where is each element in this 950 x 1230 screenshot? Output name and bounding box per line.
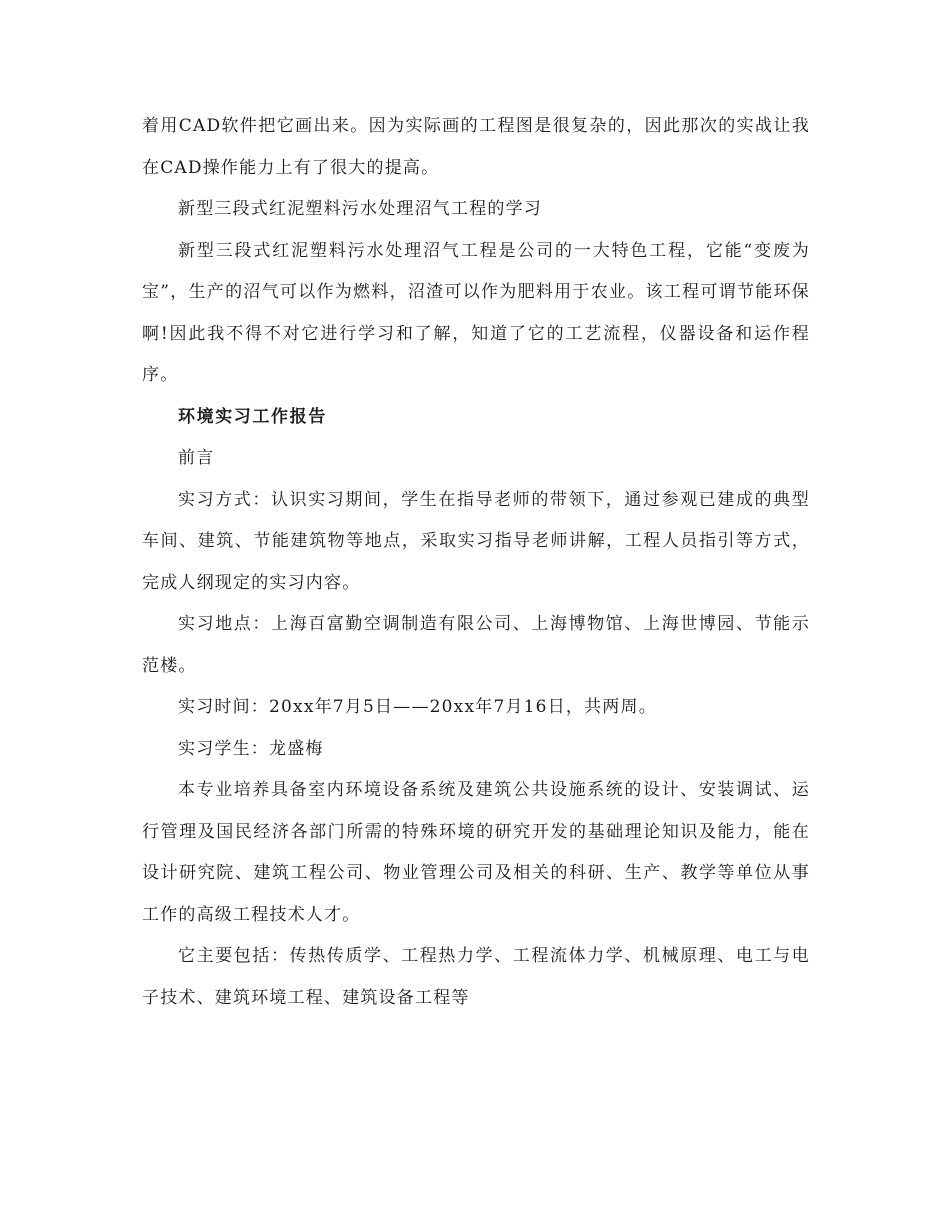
- paragraph-internship-student: 实习学生：龙盛梅: [178, 738, 324, 759]
- document-body: [142, 106, 810, 1019]
- section-title: 环境实习工作报告: [178, 406, 327, 427]
- subheading-preface: 前言: [178, 448, 215, 468]
- paragraph-biogas-description: 新型三段式红泥塑料污水处理沼气工程是公司的一大特色工程，它能“变废为宝”，生产的沼气可以作为燃料，沼渣可以作为肥料用于农业。该工程可谓节能环保啊!因此我不得不对它进行学习和了解，知道了它的工艺流程，仪器设备和运作程序。: [142, 240, 810, 385]
- subheading-biogas-project: 新型三段式红泥塑料污水处理沼气工程的学习: [178, 199, 542, 219]
- paragraph-internship-location: 实习地点：上海百富勤空调制造有限公司、上海博物馆、上海世博园、节能示范楼。: [142, 614, 810, 676]
- paragraph-internship-method: 实习方式：认识实习期间，学生在指导老师的带领下，通过参观已建成的典型车间、建筑、节能建筑物等地点，采取实习指导老师讲解，工程人员指引等方式，完成人纲现定的实习内容。: [142, 489, 810, 593]
- paragraph-major-description: 本专业培养具备室内环境设备系统及建筑公共设施系统的设计、安装调试、运行管理及国民经济各部门所需的特殊环境的研究开发的基础理论知识及能力，能在设计研究院、建筑工程公司、物业管理公司及相关的科研、生产、教学等单位从事工作的高级工程技术人才。: [142, 780, 810, 925]
- paragraph-major-courses: 它主要包括：传热传质学、工程热力学、工程流体力学、机械原理、电工与电子技术、建筑环境工程、建筑设备工程等: [142, 946, 810, 1008]
- paragraph-cad-continuation: 着用CAD软件把它画出来。因为实际画的工程图是很复杂的，因此那次的实战让我在CAD操作能力上有了很大的提高。: [142, 116, 810, 178]
- paragraph-internship-time: 实习时间：20xx年7月5日——20xx年7月16日，共两周。: [178, 697, 657, 717]
